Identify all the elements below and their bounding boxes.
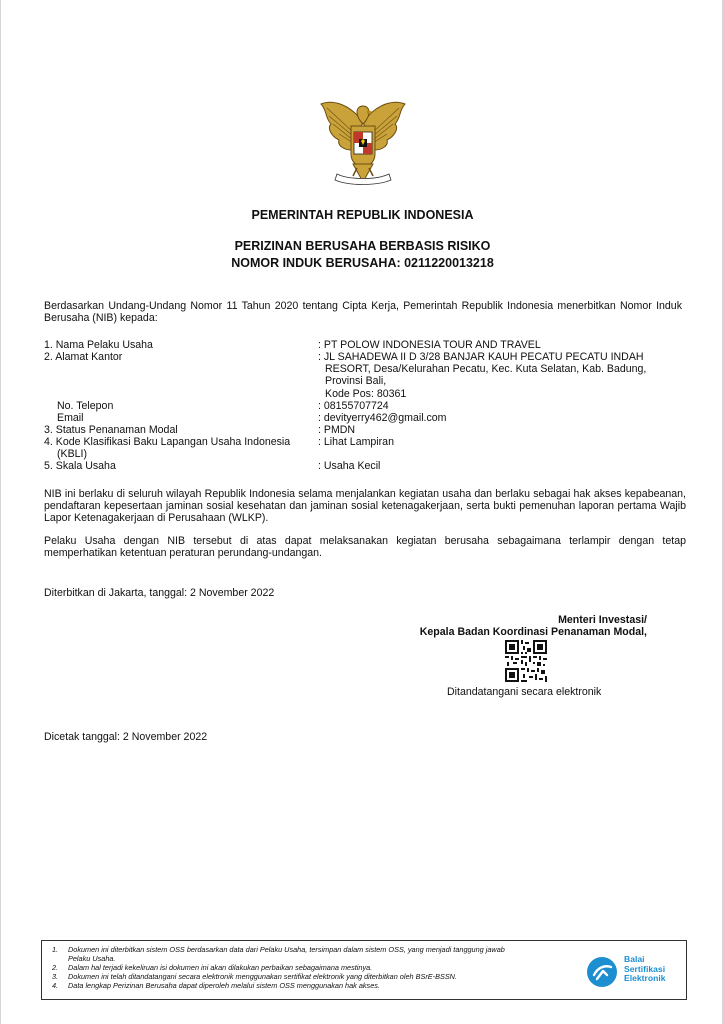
signatory-title-2: Kepala Badan Koordinasi Penanaman Modal, bbox=[419, 626, 647, 638]
nib-number: NOMOR INDUK BERUSAHA: 0211220013218 bbox=[231, 256, 494, 270]
status-label: 3. Status Penanaman Modal bbox=[44, 424, 178, 436]
bsre-line-1: Balai bbox=[624, 954, 645, 964]
footnote-2-text: Dalam hal terjadi kekeliruan isi dokumen ini akan dilakukan perbaikan sebagaimana mestinya. bbox=[68, 963, 373, 972]
garuda-emblem-icon bbox=[313, 92, 413, 190]
bsre-logo-icon bbox=[585, 955, 619, 989]
nama-value: : PT POLOW INDONESIA TOUR AND TRAVEL bbox=[318, 339, 541, 351]
signatory-title-1: Menteri Investasi/ bbox=[558, 614, 647, 626]
bsre-label bbox=[624, 955, 666, 984]
nama-label: 1. Nama Pelaku Usaha bbox=[44, 339, 153, 351]
footnote-1-number: 1. bbox=[52, 945, 59, 954]
footnote-1-line-2: Pelaku Usaha. bbox=[68, 954, 116, 963]
telepon-value: : 08155707724 bbox=[318, 400, 389, 412]
status-value: : PMDN bbox=[318, 424, 356, 436]
skala-value: : Usaha Kecil bbox=[318, 460, 381, 472]
kbli-label-2: (KBLI) bbox=[57, 448, 88, 460]
qr-code-icon bbox=[505, 640, 547, 682]
bsre-line-2: Sertifikasi bbox=[624, 963, 666, 974]
alamat-value-2: RESORT, Desa/Kelurahan Pecatu, Kec. Kuta Selatan, Kab. Badung, bbox=[325, 363, 647, 375]
electronic-signature-note: Ditandatangani secara elektronik bbox=[447, 686, 602, 698]
skala-label: 5. Skala Usaha bbox=[44, 460, 116, 472]
kbli-value: : Lihat Lampiran bbox=[318, 436, 394, 448]
obligation-paragraph: Pelaku Usaha dengan NIB tersebut di atas dapat melaksanakan kegiatan berusaha sebagaimana terlampir dengan tetap memperhatikan ketentuan peraturan perundang-undangan. bbox=[44, 535, 686, 560]
footnote-3-text: Dokumen ini telah ditandatangani secara elektronik menggunakan sertifikat elektronik yang diterbitkan oleh BSrE-BSSN. bbox=[68, 972, 457, 981]
issued-date: Diterbitkan di Jakarta, tanggal: 2 November 2022 bbox=[44, 587, 275, 599]
email-label: Email bbox=[57, 412, 84, 424]
footnote-4-number: 4. bbox=[52, 981, 59, 990]
footnote-1-line-1: Dokumen ini diterbitkan sistem OSS berdasarkan data dari Pelaku Usaha, tersimpan dalam sistem OSS, yang menjadi tanggung jawab bbox=[68, 945, 505, 954]
alamat-value-1: : JL SAHADEWA II D 3/28 BANJAR KAUH PECATU PECATU INDAH bbox=[318, 351, 644, 363]
telepon-label: No. Telepon bbox=[57, 400, 114, 412]
intro-paragraph: Berdasarkan Undang-Undang Nomor 11 Tahun 2020 tentang Cipta Kerja, Pemerintah Republik Indonesia menerbitkan Nomor Induk Berusaha (NIB) kepada: bbox=[44, 300, 682, 325]
footnote-2-number: 2. bbox=[52, 963, 59, 972]
validity-paragraph: NIB ini berlaku di seluruh wilayah Republik Indonesia selama menjalankan kegiatan usaha dan berlaku sebagai hak akses kepabeanan, pendaftaran kepesertaan jaminan sosial kesehatan dan jaminan sosial ketenagakerjaan, serta bukti pemenuhan laporan pertama Wajib Lapor Ketenagakerjaan di Perusahaan (WLKP). bbox=[44, 488, 686, 525]
printed-date: Dicetak tanggal: 2 November 2022 bbox=[44, 731, 208, 743]
alamat-value-4: Kode Pos: 80361 bbox=[325, 388, 407, 400]
bsre-line-3: Elektronik bbox=[624, 973, 666, 983]
email-value: : devityerry462@gmail.com bbox=[318, 412, 447, 424]
footnote-4-text: Data lengkap Perizinan Berusaha dapat diperoleh melalui sistem OSS menggunakan hak akses. bbox=[68, 981, 380, 990]
kbli-label-1: 4. Kode Klasifikasi Baku Lapangan Usaha Indonesia bbox=[44, 436, 291, 448]
permit-title: PERIZINAN BERUSAHA BERBASIS RISIKO bbox=[234, 239, 491, 253]
alamat-label: 2. Alamat Kantor bbox=[44, 351, 123, 363]
alamat-value-3: Provinsi Bali, bbox=[325, 375, 387, 387]
government-title: PEMERINTAH REPUBLIK INDONESIA bbox=[251, 208, 474, 222]
footnote-3-number: 3. bbox=[52, 972, 59, 981]
